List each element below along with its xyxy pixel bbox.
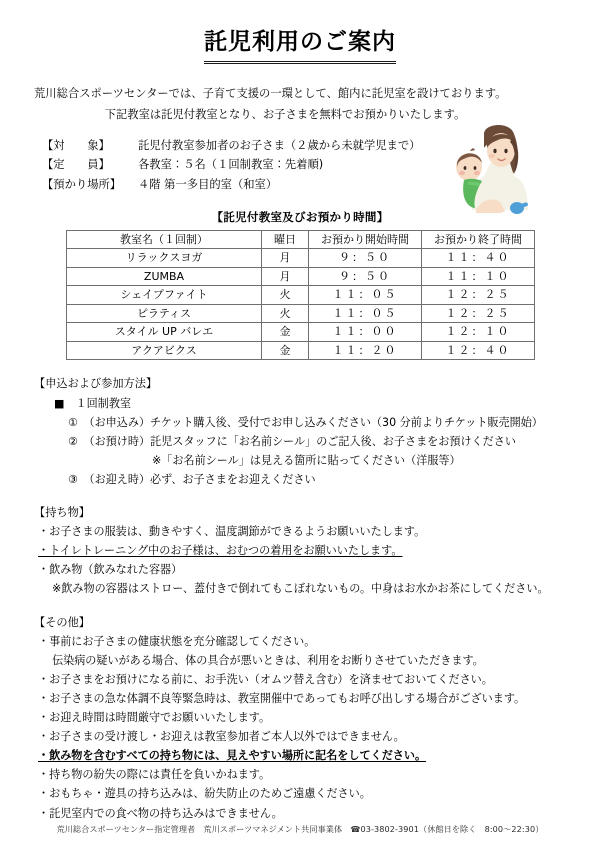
column-header-class-name: 教室名（１回制）	[67, 230, 262, 249]
others-item-4: ・お子さまの急な体調不良等緊急時は、教室開催中であってもお呼び出しする場合がございます。	[38, 692, 526, 706]
table-row	[67, 323, 535, 342]
cell-start-time: １１：２０	[309, 341, 422, 360]
cell-class-name: アクアビクス	[67, 341, 262, 360]
others-item-10: ・託児室内での食べ物の持ち込みはできません。	[38, 806, 283, 820]
cell-start-time: １１：０５	[309, 286, 422, 305]
cell-end-time: １２：２５	[422, 286, 535, 305]
others-item-7: ・飲み物を含むすべての持ち物には、見えやすい場所に記名をしてください。	[38, 749, 427, 763]
application-item-1: ① （お申込み）チケット購入後、受付でお申し込みください（30 分前よりチケット販売開始）	[68, 415, 543, 429]
belongings-item-2: ・トイレトレーニング中のお子様は、おむつの着用をお願いいたします。	[38, 544, 403, 558]
page-title: 託児利用のご案内	[204, 28, 396, 64]
application-bullet: ■ １回制教室	[54, 396, 132, 410]
cell-start-time: ９：５０	[309, 249, 422, 268]
table-row	[67, 267, 535, 286]
intro-line-1: 荒川総合スポーツセンターでは、子育て支援の一環として、館内に託児室を設けております。	[34, 86, 507, 100]
cell-day: 火	[262, 304, 309, 323]
cell-start-time: １１：０５	[309, 304, 422, 323]
table-row	[67, 304, 535, 323]
belongings-item-1: ・お子さまの服装は、動きやすく、温度調節ができるようお願いいたします。	[38, 525, 426, 539]
table-header-row	[67, 230, 535, 249]
intro-line-2: 下記教室は託児付教室となり、お子さまを無料でお預かりいたします。	[104, 107, 466, 121]
application-item-3: ③ （お迎え時）必ず、お子さまをお迎えください	[68, 472, 316, 486]
schedule-table	[66, 230, 535, 361]
footer-contact: 荒川総合スポーツセンター指定管理者 荒川スポーツマネジメント共同事業体 ☎03-3802-3901（休館日を除く 8:00～22:30）	[56, 824, 544, 834]
definition-value: 各教室：５名（１回制教室：先着順)	[138, 158, 324, 172]
others-item-3: ・お子さまをお預けになる前に、お手洗い（オムツ替え含む）を済ませておいてください。	[38, 672, 493, 686]
cell-class-name: ピラティス	[67, 304, 262, 323]
cell-day: 月	[262, 267, 309, 286]
cell-end-time: １２：４０	[422, 341, 535, 360]
others-item-5: ・お迎え時間は時間厳守でお願いいたします。	[38, 711, 271, 725]
definition-key: 【対 象】	[42, 138, 110, 152]
cell-class-name: シェイプファイト	[67, 286, 262, 305]
schedule-table-container	[66, 230, 534, 361]
others-item-2: 伝染病の疑いがある場合、体の具合が悪いときは、利用をお断りさせていただきます。	[52, 653, 484, 667]
belongings-heading: 【持ち物】	[34, 505, 90, 519]
others-item-8: ・持ち物の紛失の際には責任を負いかねます。	[38, 768, 271, 782]
cell-start-time: ９：５０	[309, 267, 422, 286]
application-section	[0, 374, 600, 489]
others-item-1: ・事前にお子さまの健康状態を充分確認してください。	[38, 634, 316, 648]
others-heading: 【その他】	[34, 615, 90, 629]
definition-value: ４階 第一多目的室（和室）	[138, 178, 278, 192]
cell-end-time: １２：１０	[422, 323, 535, 342]
others-section	[0, 613, 600, 823]
cell-day: 金	[262, 341, 309, 360]
definition-key: 【預かり場所】	[42, 178, 122, 192]
schedule-caption: 【託児付教室及びお預かり時間】	[211, 209, 389, 224]
cell-end-time: １１：４０	[422, 249, 535, 268]
column-header-start-time: お預かり開始時間	[309, 230, 422, 249]
title-container	[0, 0, 600, 64]
cell-class-name: リラックスヨガ	[67, 249, 262, 268]
cell-class-name: スタイル UP バレエ	[67, 323, 262, 342]
others-item-6: ・お子さまの受け渡し・お迎えは教室参加者ご本人以外ではできません。	[38, 730, 405, 744]
belongings-section	[0, 503, 600, 599]
application-item-2: ② （お預け時）託児スタッフに「お名前シール」のご記入後、お子さまをお預けください	[68, 434, 516, 448]
cell-day: 月	[262, 249, 309, 268]
cell-day: 火	[262, 286, 309, 305]
others-item-9: ・おもちゃ・遊具の持ち込みは、紛失防止のためご遠慮ください。	[38, 787, 371, 801]
application-note: ※「お名前シール」は見える箇所に貼ってください（洋服等）	[152, 453, 461, 467]
definition-key: 【定 員】	[42, 158, 110, 172]
table-row	[67, 249, 535, 268]
column-header-day: 曜日	[262, 230, 309, 249]
definition-value: 託児付教室参加者のお子さま（２歳から未就学児まで）	[138, 138, 421, 152]
belongings-note: ※飲み物の容器はストロー、蓋付きで倒れてもこぼれないもの。中身はお水かお茶にしてください。	[52, 582, 549, 596]
table-row	[67, 286, 535, 305]
table-row	[67, 341, 535, 360]
cell-start-time: １１：００	[309, 323, 422, 342]
cell-day: 金	[262, 323, 309, 342]
cell-end-time: １２：２５	[422, 304, 535, 323]
application-heading: 【申込および参加方法】	[34, 377, 158, 391]
cell-class-name: ZUMBA	[67, 267, 262, 286]
cell-end-time: １１：１０	[422, 267, 535, 286]
belongings-item-3: ・飲み物（飲みなれた容器）	[38, 563, 183, 577]
column-header-end-time: お預かり終了時間	[422, 230, 535, 249]
mother-holding-baby-illustration	[432, 118, 542, 223]
